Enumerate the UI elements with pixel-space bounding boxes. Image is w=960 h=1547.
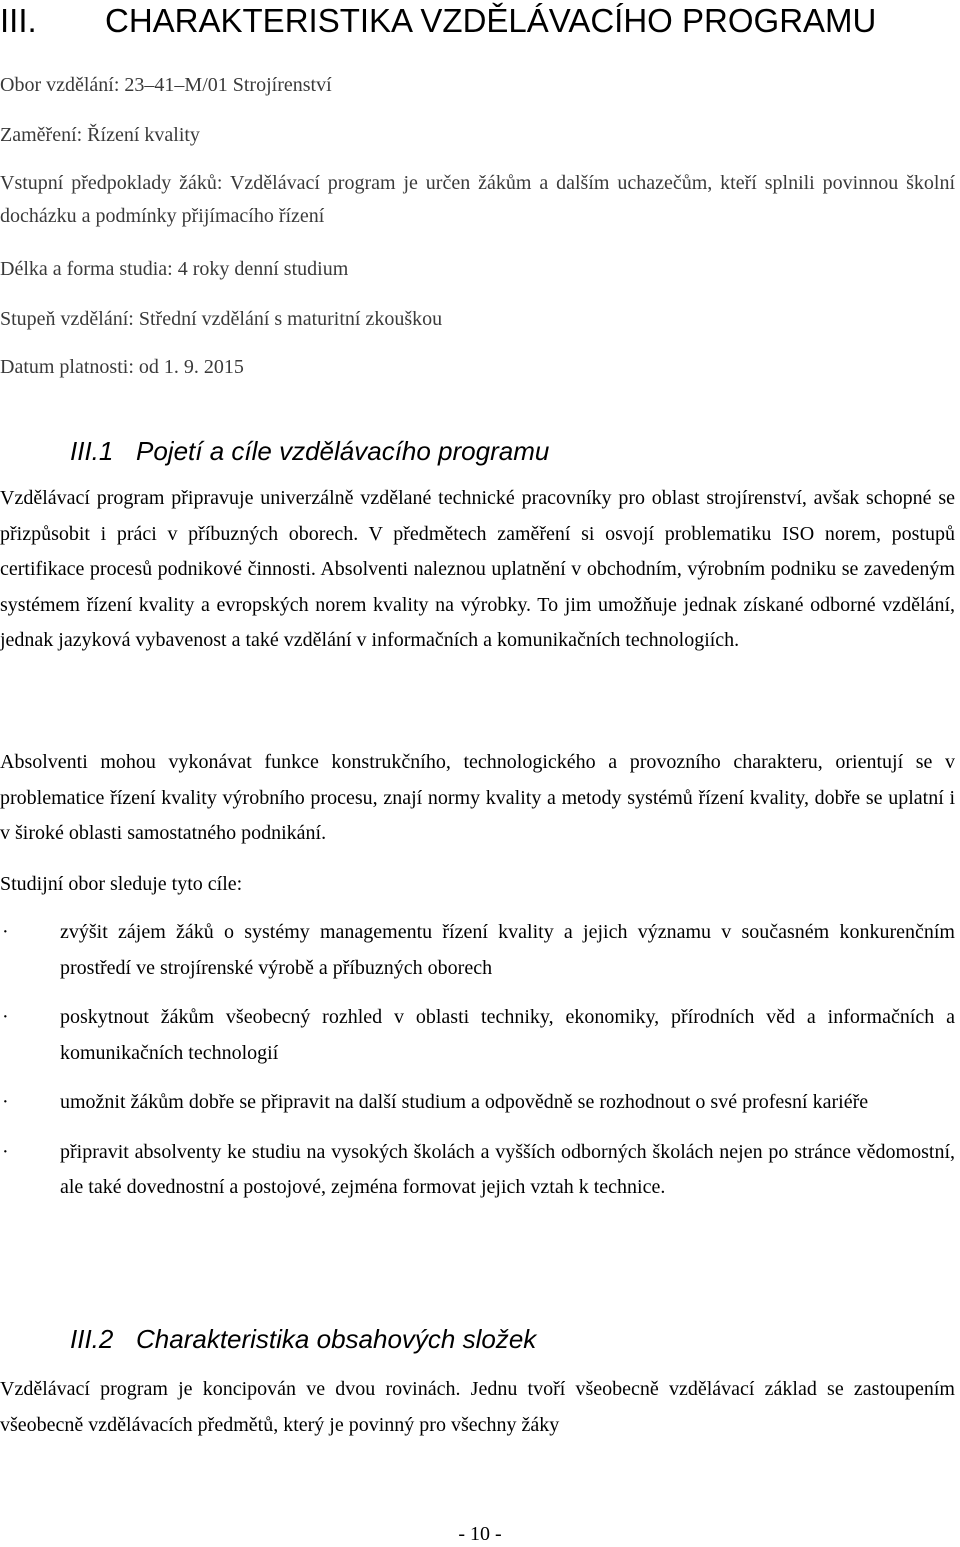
chapter-title-text: CHARAKTERISTIKA VZDĚLÁVACÍHO PROGRAMU (105, 2, 877, 39)
field-of-study: Obor vzdělání: 23–41–M/01 Strojírenství (0, 74, 332, 96)
bullet-icon: · (2, 1091, 9, 1113)
specialization: Zaměření: Řízení kvality (0, 124, 200, 146)
section-title-1: Pojetí a cíle vzdělávacího programu (136, 436, 550, 466)
list-item (0, 1085, 955, 1121)
list-item-text: zvýšit zájem žáků o systémy managementu řízení kvality a jejich významu v současném konkurenčním prostředí ve strojírenské výrobě a příbuzných oborech (60, 921, 955, 979)
goals-lead: Studijní obor sleduje tyto cíle: (0, 873, 243, 895)
list-item-text: poskytnout žákům všeobecný rozhled v oblasti techniky, ekonomiky, přírodních věd a informačních a komunikačních technologií (60, 1006, 955, 1064)
education-level: Stupeň vzdělání: Střední vzdělání s maturitní zkouškou (0, 308, 443, 330)
study-length: Délka a forma studia: 4 roky denní studium (0, 258, 349, 280)
section-title-2: Charakteristika obsahových složek (136, 1324, 537, 1354)
section-heading-1 (70, 433, 549, 469)
list-item (0, 915, 955, 986)
list-item (0, 1000, 955, 1071)
section-number-1: III.1 (70, 436, 114, 466)
section2-paragraph-1: Vzdělávací program je koncipován ve dvou rovinách. Jednu tvoří všeobecně vzdělávací základ se zastoupením všeobecně vzdělávacích předmětů, který je povinný pro všechny žáky (0, 1378, 955, 1436)
chapter-title (0, 0, 960, 42)
section-number-2: III.2 (70, 1324, 114, 1354)
section1-paragraph-1: Vzdělávací program připravuje univerzálně vzdělané technické pracovníky pro oblast strojírenství, avšak schopné se přizpůsobit i práci v příbuzných oborech. V předmětech zaměření si osvojí problematiku ISO norem, postupů certifikace procesů podnikové činnosti. Absolventi naleznou uplatnění v obchodním, výrobním podniku se zavedeným systémem řízení kvality a evropských norem kvality na výrobky. To jim umožňuje jednak získané odborné vzdělání, jednak jazyková vybavenost a také vzdělání v informačních a komunikačních technologiích. (0, 487, 955, 651)
chapter-number: III. (0, 2, 37, 39)
list-item-text: umožnit žákům dobře se připravit na další studium a odpovědně se rozhodnout o své profesní kariéře (60, 1091, 869, 1113)
bullet-icon: · (2, 1140, 9, 1163)
section-heading-2 (70, 1321, 536, 1357)
entry-requirements: Vstupní předpoklady žáků: Vzdělávací program je určen žákům a dalším uchazečům, kteří splnili povinnou školní docházku a podmínky přijímacího řízení (0, 172, 955, 227)
page-number: - 10 - (458, 1523, 502, 1545)
goals-list (0, 915, 960, 1220)
list-item-text: připravit absolventy ke studiu na vysokých školách a vyšších odborných školách nejen po stránce vědomostní, ale také dovednostní a postojové, zejména formovat jejich vztah k technice. (60, 1140, 955, 1198)
list-item (0, 1135, 955, 1206)
section1-paragraph-2: Absolventi mohou vykonávat funkce konstrukčního, technologického a provozního charakteru, orientují se v problematice řízení kvality výrobního procesu, znají normy kvality a metody systémů řízení kvality, dobře se uplatní i v široké oblasti samostatného podnikání. (0, 751, 955, 844)
validity-date: Datum platnosti: od 1. 9. 2015 (0, 356, 244, 378)
bullet-icon: · (2, 921, 9, 943)
bullet-icon: · (2, 1006, 9, 1028)
